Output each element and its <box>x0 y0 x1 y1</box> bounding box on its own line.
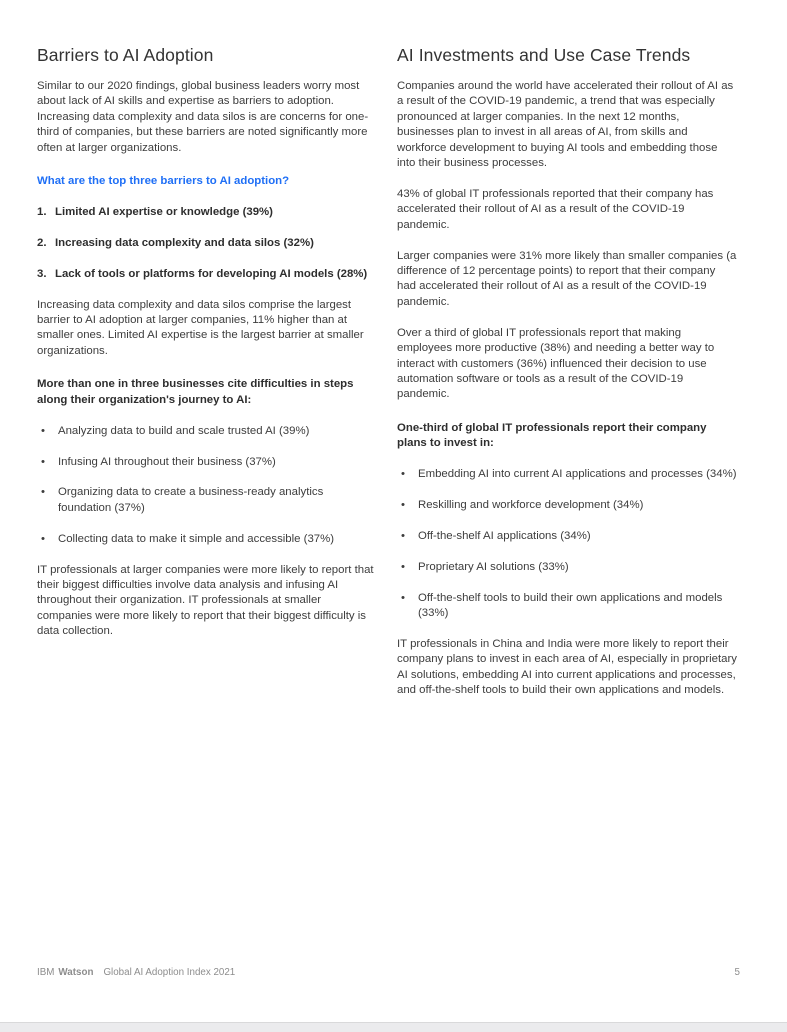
bullet-icon <box>401 467 418 482</box>
paragraph: IT professionals in China and India were more likely to report their company plans to invest in each area of AI, especially in proprietary AI solutions, embedding AI into current applications and processes, and off-the-shelf tools to build their own applications and models. <box>397 638 738 697</box>
bold-subheading: One-third of global IT professionals report their company plans to invest in: <box>397 421 707 450</box>
bold-subheading: More than one in three businesses cite difficulties in steps along their organization's journey to AI: <box>37 378 354 406</box>
bullet-icon <box>41 485 58 516</box>
bullet-list-item <box>397 467 737 482</box>
paragraph: 43% of global IT professionals reported that their company has accelerated their rollout of AI as a result of the COVID-19 pandemic. <box>397 187 714 231</box>
section-heading-investments: AI Investments and Use Case Trends <box>397 45 691 65</box>
bullet-icon <box>401 529 418 544</box>
list-text: Reskilling and workforce development (34%) <box>418 499 644 512</box>
bullet-icon <box>401 591 418 622</box>
highlight-question: What are the top three barriers to AI adoption? <box>37 175 290 188</box>
list-number: 1. <box>37 205 47 218</box>
list-text: Lack of tools or platforms for developing AI models (28%) <box>55 267 368 280</box>
list-text: Infusing AI throughout their business (37%) <box>58 455 276 468</box>
list-text: Analyzing data to build and scale trusted AI (39%) <box>58 424 310 437</box>
brand-watson: Watson <box>58 967 94 978</box>
bullet-icon <box>401 498 418 513</box>
list-number: 3. <box>37 267 47 280</box>
bullet-icon <box>401 560 418 575</box>
numbered-list-item <box>37 205 378 220</box>
bullet-list-item <box>397 560 737 575</box>
bullet-list-item <box>397 591 737 622</box>
list-text: Organizing data to create a business-ready analytics foundation (37%) <box>58 486 324 514</box>
paragraph: Over a third of global IT professionals report that making employees more productive (38%) and needing a better way to interact with customers (36%) influenced their decision to use automation software or tools as a result of the COVID-19 pandemic. <box>397 326 715 401</box>
list-text: Increasing data complexity and data silos (32%) <box>55 236 314 249</box>
paragraph: Larger companies were 31% more likely than smaller companies (a difference of 12 percentage points) to report that their company had accelerated their rollout of AI as a result of the COVID-19 pandemic. <box>397 249 737 308</box>
page-number: 5 <box>734 967 740 978</box>
brand-mark <box>37 966 93 979</box>
section-heading-barriers: Barriers to AI Adoption <box>37 45 214 65</box>
bullet-list-item <box>37 455 378 470</box>
page-edge-strip <box>0 1022 787 1032</box>
right-column <box>397 44 737 714</box>
list-text: Collecting data to make it simple and accessible (37%) <box>58 532 335 545</box>
paragraph: Companies around the world have accelerated their rollout of AI as a result of the COVID-19 pandemic, a trend that was especially pronounced at larger companies. In the next 12 months, businesses plan to invest in all areas of AI, from skills and workforce development to buying AI tools and embedding those into their business processes. <box>397 80 734 170</box>
list-text: Proprietary AI solutions (33%) <box>418 560 569 573</box>
bullet-list-item <box>397 529 737 544</box>
list-text: Off-the-shelf tools to build their own applications and models (33%) <box>418 591 723 620</box>
brand-ibm: IBM <box>37 967 55 978</box>
bullet-icon <box>41 532 58 547</box>
list-text: Limited AI expertise or knowledge (39%) <box>55 205 273 218</box>
page-content <box>37 44 737 714</box>
bullet-icon <box>41 455 58 470</box>
bullet-list-item <box>37 485 378 516</box>
left-column <box>37 44 378 714</box>
bullet-list-item <box>37 424 378 439</box>
paragraph: Increasing data complexity and data silos comprise the largest barrier to AI adoption at larger companies, 11% higher than at smaller ones. Limited AI expertise is the largest barrier at smaller organizations. <box>37 298 364 357</box>
page-footer <box>37 966 740 979</box>
bullet-icon <box>41 424 58 439</box>
list-text: Off-the-shelf AI applications (34%) <box>418 529 591 542</box>
list-number: 2. <box>37 236 47 249</box>
numbered-list-item <box>37 236 378 251</box>
paragraph: IT professionals at larger companies were more likely to report that their biggest difficulties involve data analysis and infusing AI throughout their organization. IT professionals at smaller companies were more likely to report that their biggest difficulty is data collection. <box>37 563 374 638</box>
paragraph: Similar to our 2020 findings, global business leaders worry most about lack of AI skills and expertise as barriers to adoption. Increasing data complexity and data silos is are concerns for one-third of companies, but these barriers are noted significantly more often at larger organizations. <box>37 80 369 154</box>
list-text: Embedding AI into current AI applications and processes (34%) <box>418 468 737 481</box>
document-title: Global AI Adoption Index 2021 <box>103 967 236 978</box>
numbered-list-item <box>37 267 378 282</box>
bullet-list-item <box>37 532 378 547</box>
bullet-list-item <box>397 498 737 513</box>
